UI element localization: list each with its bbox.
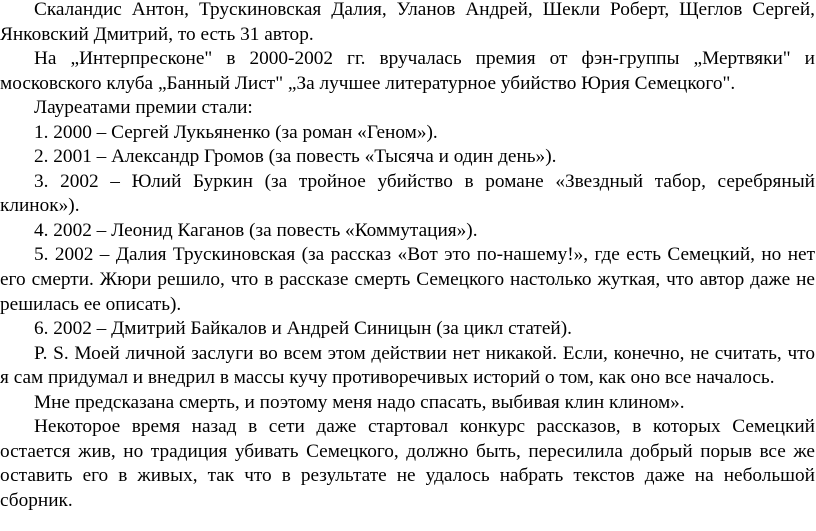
- paragraph-postscript: P. S. Моей личной заслуги во всем этом действии нет никакой. Если, конечно, не считать, что я сам придумал и внедрил в массы кучу противоречивых историй о том, как оно все началось.: [0, 342, 815, 389]
- paragraph-laureates-heading: Лауреатами премии стали:: [34, 97, 253, 119]
- list-item-laureate-1: 1. 2000 – Сергей Лукьяненко (за роман «Геном»).: [34, 121, 438, 143]
- list-item-laureate-6: 6. 2002 – Дмитрий Байкалов и Андрей Синицын (за цикл статей).: [34, 318, 572, 340]
- paragraph-prediction: Мне предсказана смерть, и поэтому меня надо спасать, выбивая клин клином».: [34, 391, 685, 413]
- list-item-laureate-2: 2. 2001 – Александр Громов (за повесть «Тысяча и один день»).: [34, 146, 557, 168]
- list-item-laureate-3: 3. 2002 – Юлий Буркин (за тройное убийство в романе «Звездный табор, серебряный клинок»).: [0, 170, 815, 217]
- paragraph-contest: Некоторое время назад в сети даже стартовал конкурс рассказов, в которых Семецкий остается жив, но традиция убивать Семецкого, должно быть, пересилила добрый порыв все же оставить его в живых, так что в результате не удалось набрать текстов даже на небольшой сборник.: [0, 416, 815, 511]
- paragraph-author-list: Скаландис Антон, Трускиновская Далия, Уланов Андрей, Шекли Роберт, Щеглов Сергей, Янковский Дмитрий, то есть 31 автор.: [0, 0, 815, 45]
- paragraph-award-intro: На „Интерпресконе" в 2000-2002 гг. вручалась премия от фэн-группы „Мертвяки" и московского клуба „Банный Лист" „За лучшее литературное убийство Юрия Семецкого".: [0, 48, 815, 94]
- list-item-laureate-5: 5. 2002 – Далия Трускиновская (за рассказ «Вот это по-нашему!», где есть Семецкий, но нет его смерти. Жюри решило, что в рассказе смерть Семецкого настолько жуткая, что автор даже не решилась ее описать).: [0, 244, 815, 315]
- list-item-laureate-4: 4. 2002 – Леонид Каганов (за повесть «Коммутация»).: [34, 219, 478, 241]
